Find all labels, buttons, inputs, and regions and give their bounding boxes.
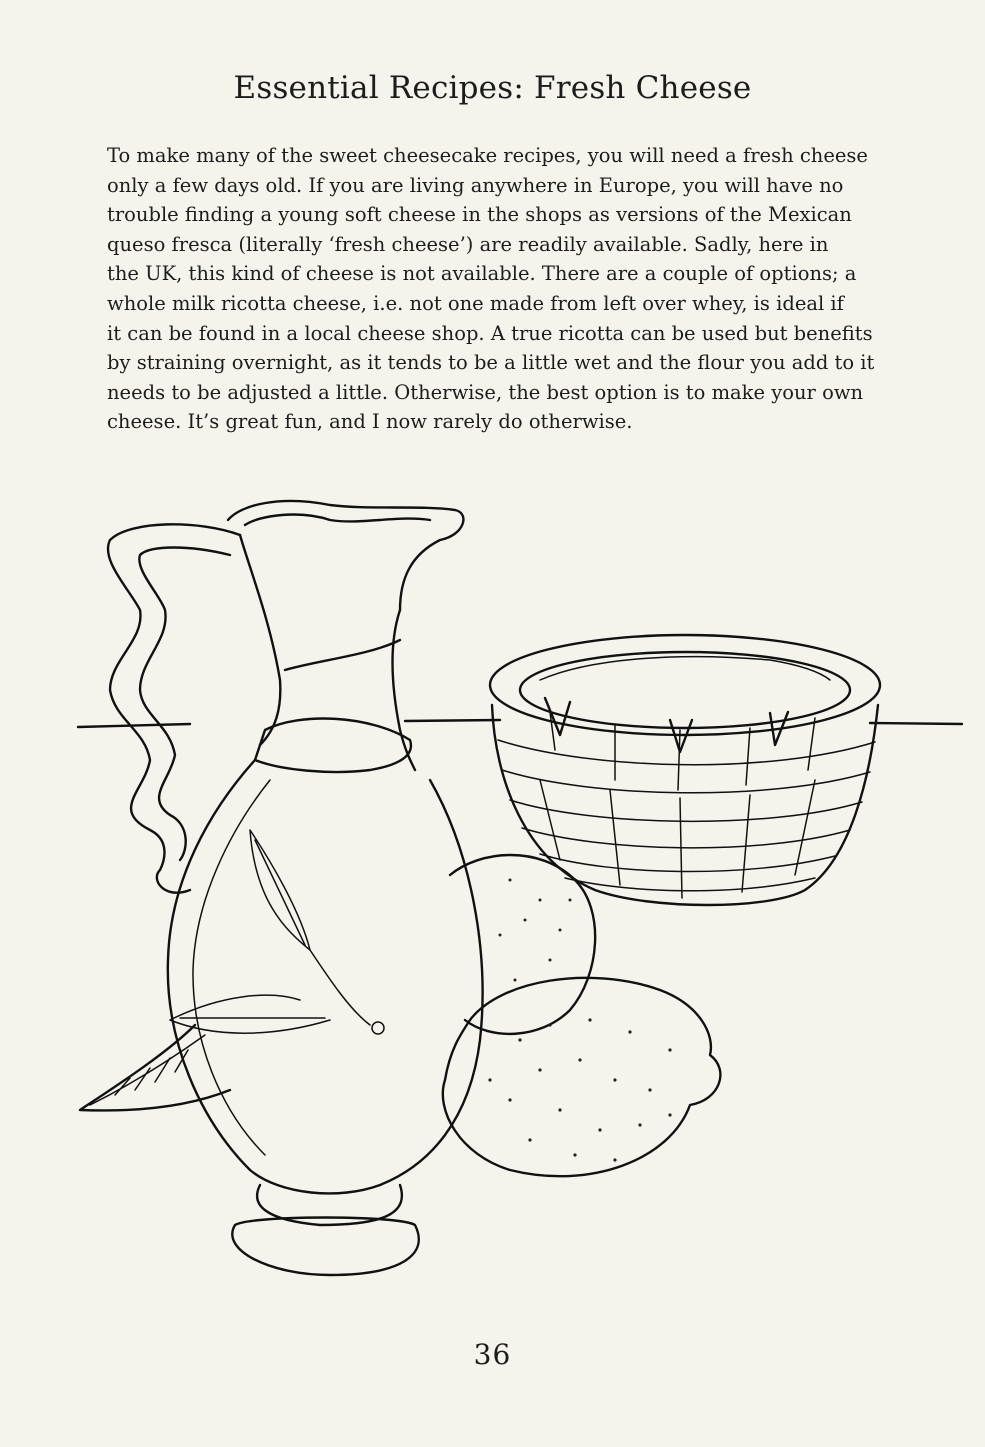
paragraph-line: needs to be adjusted a little. Otherwise, the best option is to make your own <box>107 380 864 404</box>
paragraph-line: cheese. It’s great fun, and I now rarely do otherwise. <box>107 410 633 434</box>
page-title: Essential Recipes: Fresh Cheese <box>233 70 752 106</box>
paragraph-line: whole milk ricotta cheese, i.e. not one made from left over whey, is ideal if <box>107 291 844 315</box>
leaf-icon <box>80 1025 230 1110</box>
paragraph-line: the UK, this kind of cheese is not available. There are a couple of options; a <box>107 262 857 286</box>
intro-paragraph <box>107 141 875 437</box>
paragraph-line: it can be found in a local cheese shop. A true ricotta can be used but benefits <box>107 321 873 345</box>
paragraph-line: only a few days old. If you are living anywhere in Europe, you will have no <box>107 173 844 197</box>
paragraph-line: trouble finding a young soft cheese in the shops as versions of the Mexican <box>107 203 852 227</box>
paragraph-line: To make many of the sweet cheesecake recipes, you will need a fresh cheese <box>107 144 868 167</box>
page-number: 36 <box>473 1338 512 1371</box>
glass-jug-icon <box>108 501 483 1275</box>
wicker-basket-icon <box>490 635 880 905</box>
still-life-illustration <box>70 480 970 1280</box>
lemon-icon <box>450 855 595 1034</box>
paragraph-line: by straining overnight, as it tends to be a little wet and the flour you add to it <box>107 351 875 375</box>
lemon-icon <box>443 978 721 1176</box>
table-edge-line <box>78 720 962 727</box>
paragraph-line: queso fresca (literally ‘fresh cheese’) are readily available. Sadly, here in <box>107 232 829 256</box>
